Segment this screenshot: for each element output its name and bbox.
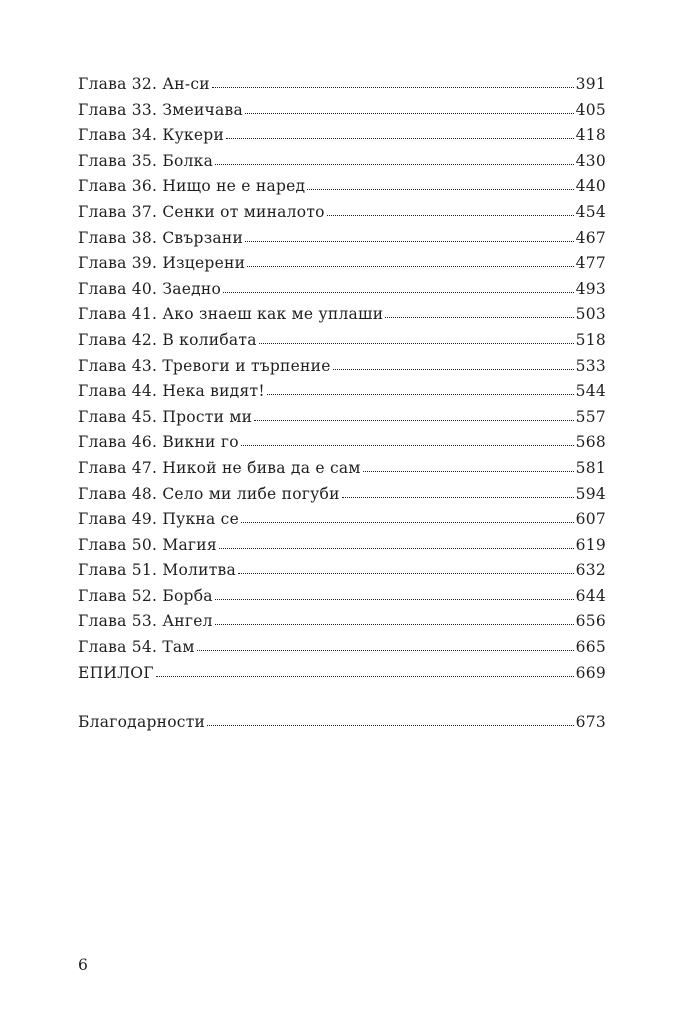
toc-entry (78, 251, 606, 277)
dot-leader (156, 676, 574, 677)
toc-entry (78, 405, 606, 431)
dot-leader (212, 87, 574, 88)
toc-entry-page: 440 (575, 177, 606, 196)
toc-entry-page: 673 (575, 713, 606, 732)
toc-entry-title: Глава 39. Изцерени (78, 254, 246, 273)
dot-leader (215, 599, 574, 600)
toc-entry-page: 418 (575, 126, 606, 145)
toc-entry-title: Глава 43. Тревоги и търпение (78, 356, 331, 375)
toc-entry-page: 503 (575, 305, 606, 324)
toc-entry (78, 482, 606, 508)
toc-entry (78, 456, 606, 482)
toc-entry-page: 544 (575, 382, 606, 401)
dot-leader (215, 164, 574, 165)
toc-entry-acknowledgements (78, 710, 606, 736)
toc-entry-page: 391 (575, 75, 606, 93)
toc-entry-page: 518 (575, 330, 606, 349)
dot-leader (259, 343, 574, 344)
toc-entry-title: Глава 48. Село ми либе погуби (78, 484, 340, 503)
toc-entry (78, 200, 606, 226)
toc-entry-page: 665 (575, 638, 606, 657)
toc-entry-page: 533 (575, 356, 606, 375)
dot-leader (385, 317, 573, 318)
dot-leader (238, 573, 574, 574)
toc-entry-title: Глава 53. Ангел (78, 612, 213, 631)
toc-entry (78, 72, 606, 98)
dot-leader (247, 266, 573, 267)
toc-entry (78, 609, 606, 635)
page-number: 6 (78, 956, 88, 974)
toc-entry-title: Глава 34. Кукери (78, 126, 225, 145)
toc-entry (78, 507, 606, 533)
table-of-contents (78, 72, 606, 736)
dot-leader (197, 650, 574, 651)
toc-entry-page: 568 (575, 433, 606, 452)
toc-entry (78, 174, 606, 200)
toc-entry-page: 594 (575, 484, 606, 503)
toc-entry-title: Глава 41. Ако знаеш как ме уплаши (78, 305, 384, 324)
toc-entry-page: 669 (575, 663, 606, 682)
dot-leader (241, 445, 574, 446)
dot-leader (215, 624, 574, 625)
toc-entry-title: Глава 38. Свързани (78, 228, 244, 247)
toc-entry-page: 632 (575, 561, 606, 580)
dot-leader (254, 420, 573, 421)
toc-entry-title: Глава 33. Змеичава (78, 100, 243, 119)
toc-entry-title: Глава 54. Там (78, 638, 195, 657)
toc-entry-title: Глава 37. Сенки от миналото (78, 202, 325, 221)
dot-leader (207, 725, 574, 726)
dot-leader (363, 471, 574, 472)
dot-leader (245, 241, 574, 242)
dot-leader (327, 215, 574, 216)
dot-leader (267, 394, 574, 395)
dot-leader (342, 497, 574, 498)
toc-entry (78, 226, 606, 252)
dot-leader (307, 189, 573, 190)
section-gap (78, 686, 606, 710)
toc-entry-title: Благодарности (78, 713, 206, 732)
toc-entry-title: Глава 52. Борба (78, 586, 213, 605)
toc-entry-title: Глава 44. Нека видят! (78, 382, 265, 401)
toc-entry-page: 619 (575, 535, 606, 554)
toc-entry-page: 581 (575, 458, 606, 477)
toc-entry (78, 379, 606, 405)
toc-entry-title: Глава 42. В колибата (78, 330, 257, 349)
toc-entry (78, 558, 606, 584)
toc-entry (78, 149, 606, 175)
toc-entry-title: Глава 46. Викни го (78, 433, 239, 452)
toc-entry-title: Глава 36. Нищо не е наред (78, 177, 306, 196)
toc-entry-page: 467 (575, 228, 606, 247)
toc-entry-page: 477 (575, 254, 606, 273)
toc-entry (78, 533, 606, 559)
toc-entry-page: 405 (575, 100, 606, 119)
toc-entry (78, 123, 606, 149)
toc-entry-page: 454 (575, 202, 606, 221)
toc-entry-epilogue (78, 661, 606, 687)
toc-entry (78, 430, 606, 456)
toc-entry-title: Глава 32. Ан-си (78, 75, 210, 93)
toc-entry-page: 656 (575, 612, 606, 631)
dot-leader (226, 138, 574, 139)
dot-leader (219, 548, 574, 549)
toc-entry-title: Глава 50. Магия (78, 535, 217, 554)
toc-entry-page: 557 (575, 407, 606, 426)
toc-entry-page: 607 (575, 510, 606, 529)
toc-entry-page: 493 (575, 279, 606, 298)
toc-entry-page: 430 (575, 151, 606, 170)
toc-entry-title: ЕПИЛОГ (78, 663, 154, 682)
toc-entry-title: Глава 51. Молитва (78, 561, 236, 580)
toc-entry (78, 277, 606, 303)
toc-entry-title: Глава 40. Заедно (78, 279, 222, 298)
dot-leader (245, 113, 574, 114)
toc-entry (78, 328, 606, 354)
toc-entry (78, 98, 606, 124)
toc-entry (78, 635, 606, 661)
dot-leader (223, 292, 574, 293)
toc-entry (78, 584, 606, 610)
dot-leader (241, 522, 574, 523)
toc-entry (78, 354, 606, 380)
toc-entry-title: Глава 45. Прости ми (78, 407, 253, 426)
toc-entry (78, 302, 606, 328)
toc-entry-title: Глава 49. Пукна се (78, 510, 239, 529)
toc-entry-title: Глава 47. Никой не бива да е сам (78, 458, 361, 477)
toc-entry-page: 644 (575, 586, 606, 605)
dot-leader (333, 369, 574, 370)
toc-entry-title: Глава 35. Болка (78, 151, 214, 170)
